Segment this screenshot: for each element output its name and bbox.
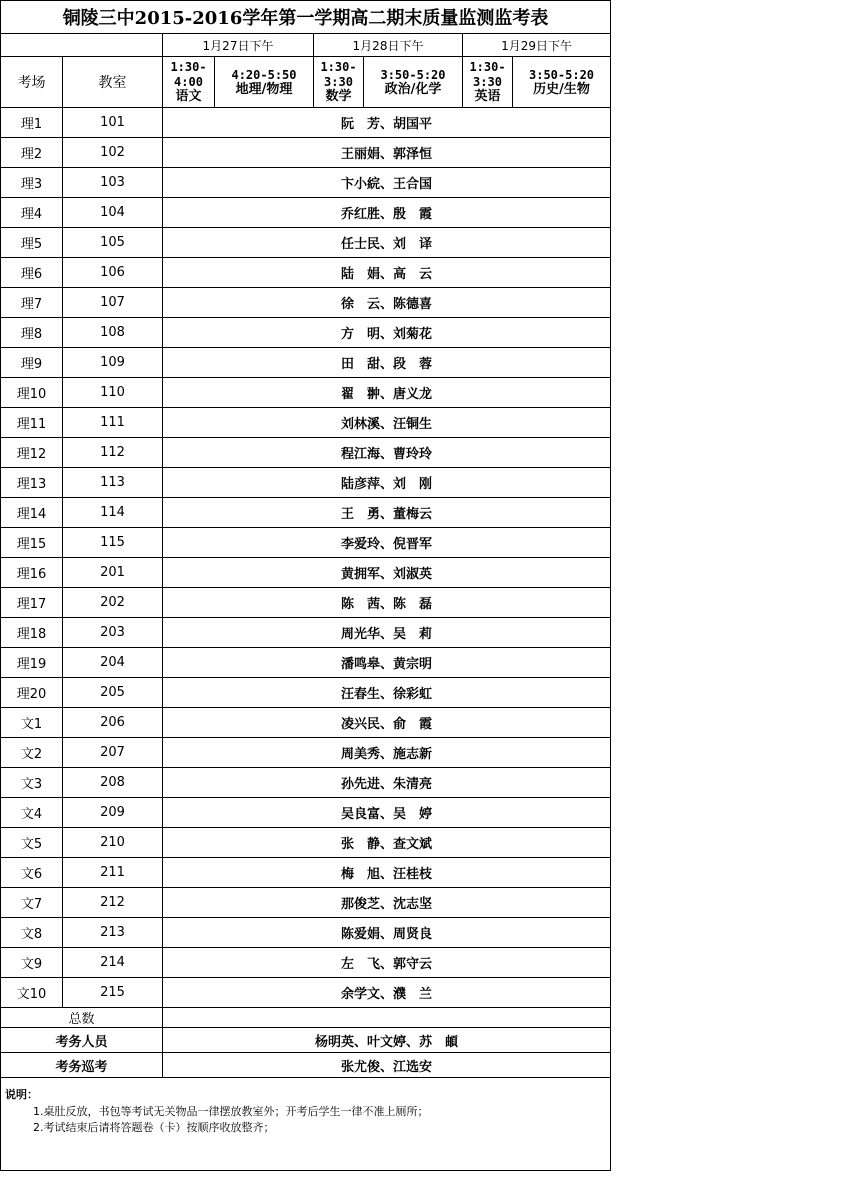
room-cell: 理1	[1, 108, 63, 138]
classroom-cell: 105	[63, 228, 163, 258]
proctors-cell: 徐 云、陈德喜	[163, 288, 611, 318]
blank-corner-cell	[1, 34, 163, 57]
proctors-cell: 汪春生、徐彩虹	[163, 678, 611, 708]
table-row	[1, 948, 611, 978]
table-row	[1, 618, 611, 648]
table-row	[1, 738, 611, 768]
proctors-cell: 王丽娟、郭泽恒	[163, 138, 611, 168]
room-cell: 理5	[1, 228, 63, 258]
table-row	[1, 858, 611, 888]
room-cell: 理11	[1, 408, 63, 438]
classroom-cell: 112	[63, 438, 163, 468]
slot-header-3	[314, 57, 364, 108]
classroom-cell: 210	[63, 828, 163, 858]
classroom-cell: 203	[63, 618, 163, 648]
classroom-column-header: 教室	[63, 57, 163, 108]
room-cell: 理8	[1, 318, 63, 348]
proctors-cell: 周光华、吴 莉	[163, 618, 611, 648]
date-header-1: 1月27日下午	[163, 34, 314, 57]
slot-header-6	[513, 57, 611, 108]
date-header-2: 1月28日下午	[314, 34, 463, 57]
slot-subject: 数学	[325, 89, 352, 104]
table-row	[1, 768, 611, 798]
proctors-cell: 周美秀、施志新	[163, 738, 611, 768]
classroom-cell: 202	[63, 588, 163, 618]
table-row	[1, 318, 611, 348]
room-cell: 理6	[1, 258, 63, 288]
staff-names-2: 张尤俊、江选安	[163, 1053, 611, 1078]
classroom-cell: 115	[63, 528, 163, 558]
proctors-cell: 任士民、刘 译	[163, 228, 611, 258]
slot-header-4	[364, 57, 463, 108]
table-row	[1, 888, 611, 918]
room-cell: 理18	[1, 618, 63, 648]
slot-time: 1:30-3:30	[469, 60, 506, 89]
total-label: 总数	[1, 1008, 163, 1028]
room-cell: 理14	[1, 498, 63, 528]
proctors-cell: 乔红胜、殷 霞	[163, 198, 611, 228]
proctors-cell: 潘鸣皋、黄宗明	[163, 648, 611, 678]
table-row	[1, 678, 611, 708]
proctors-cell: 方 明、刘菊花	[163, 318, 611, 348]
room-cell: 文4	[1, 798, 63, 828]
slot-header-5	[463, 57, 513, 108]
classroom-cell: 214	[63, 948, 163, 978]
proctors-cell: 孙先进、朱清亮	[163, 768, 611, 798]
table-row	[1, 498, 611, 528]
classroom-cell: 111	[63, 408, 163, 438]
slot-time: 1:30-4:00	[170, 60, 207, 89]
classroom-cell: 205	[63, 678, 163, 708]
proctors-cell: 田 甜、段 蓉	[163, 348, 611, 378]
room-cell: 理4	[1, 198, 63, 228]
room-column-header: 考场	[1, 57, 63, 108]
room-cell: 文9	[1, 948, 63, 978]
slot-header-2	[215, 57, 314, 108]
table-row	[1, 408, 611, 438]
room-cell: 理9	[1, 348, 63, 378]
note-item: 2.考试结束后请将答题卷（卡）按顺序收放整齐；	[33, 1121, 275, 1134]
proctors-cell: 吴良富、吴 婷	[163, 798, 611, 828]
room-cell: 理7	[1, 288, 63, 318]
classroom-cell: 103	[63, 168, 163, 198]
room-cell: 理13	[1, 468, 63, 498]
table-row	[1, 978, 611, 1008]
proctors-cell: 那俊芝、沈志坚	[163, 888, 611, 918]
proctors-cell: 黄拥军、刘淑英	[163, 558, 611, 588]
classroom-cell: 109	[63, 348, 163, 378]
staff-label-2: 考务巡考	[1, 1053, 163, 1078]
room-cell: 文10	[1, 978, 63, 1008]
classroom-cell: 208	[63, 768, 163, 798]
proctors-cell: 卞小綄、王合国	[163, 168, 611, 198]
room-cell: 文8	[1, 918, 63, 948]
date-header-3: 1月29日下午	[463, 34, 611, 57]
classroom-cell: 211	[63, 858, 163, 888]
room-cell: 理17	[1, 588, 63, 618]
table-row	[1, 708, 611, 738]
classroom-cell: 104	[63, 198, 163, 228]
notes-section	[1, 1078, 611, 1171]
proctors-cell: 陈爱娟、周贤良	[163, 918, 611, 948]
room-cell: 文7	[1, 888, 63, 918]
classroom-cell: 113	[63, 468, 163, 498]
classroom-cell: 215	[63, 978, 163, 1008]
slot-time: 1:30-3:30	[320, 60, 357, 89]
room-cell: 文6	[1, 858, 63, 888]
room-cell: 理12	[1, 438, 63, 468]
slot-subject: 地理/物理	[235, 81, 293, 97]
classroom-cell: 209	[63, 798, 163, 828]
proctors-cell: 梅 旭、汪桂枝	[163, 858, 611, 888]
classroom-cell: 108	[63, 318, 163, 348]
table-row	[1, 798, 611, 828]
classroom-cell: 110	[63, 378, 163, 408]
proctors-cell: 王 勇、董梅云	[163, 498, 611, 528]
slot-time: 4:20-5:50	[231, 67, 297, 82]
staff-label-1: 考务人员	[1, 1028, 163, 1053]
room-cell: 理16	[1, 558, 63, 588]
table-row	[1, 378, 611, 408]
classroom-cell: 114	[63, 498, 163, 528]
classroom-cell: 107	[63, 288, 163, 318]
table-row	[1, 918, 611, 948]
table-row	[1, 348, 611, 378]
classroom-cell: 201	[63, 558, 163, 588]
slot-time: 3:50-5:20	[380, 67, 446, 82]
slot-subject: 政治/化学	[384, 81, 442, 97]
room-cell: 理20	[1, 678, 63, 708]
notes-label: 说明：	[5, 1088, 38, 1101]
slot-time: 3:50-5:20	[529, 67, 595, 82]
table-row	[1, 438, 611, 468]
slot-subject: 历史/生物	[533, 81, 590, 97]
room-cell: 文1	[1, 708, 63, 738]
classroom-cell: 206	[63, 708, 163, 738]
classroom-cell: 101	[63, 108, 163, 138]
table-row	[1, 228, 611, 258]
proctors-cell: 刘林溪、汪铜生	[163, 408, 611, 438]
classroom-cell: 207	[63, 738, 163, 768]
table-row	[1, 138, 611, 168]
table-row	[1, 588, 611, 618]
proctors-cell: 凌兴民、俞 霞	[163, 708, 611, 738]
page-title: 铜陵三中2015-2016学年第一学期高二期末质量监测监考表	[1, 1, 611, 34]
proctors-cell: 余学文、濮 兰	[163, 978, 611, 1008]
proctors-cell: 左 飞、郭守云	[163, 948, 611, 978]
classroom-cell: 213	[63, 918, 163, 948]
room-cell: 理3	[1, 168, 63, 198]
table-row	[1, 828, 611, 858]
classroom-cell: 212	[63, 888, 163, 918]
table-row	[1, 288, 611, 318]
table-row	[1, 108, 611, 138]
staff-names-1: 杨明英、叶文婷、苏 頔	[163, 1028, 611, 1053]
table-row	[1, 258, 611, 288]
slot-subject: 语文	[175, 89, 202, 104]
proctors-cell: 阮 芳、胡国平	[163, 108, 611, 138]
table-row	[1, 558, 611, 588]
proctors-cell: 陆彦萍、刘 刚	[163, 468, 611, 498]
proctors-cell: 张 静、查文斌	[163, 828, 611, 858]
room-cell: 文2	[1, 738, 63, 768]
table-row	[1, 168, 611, 198]
table-row	[1, 198, 611, 228]
proctors-cell: 李爱玲、倪晋军	[163, 528, 611, 558]
slot-header-1	[163, 57, 215, 108]
table-row	[1, 468, 611, 498]
room-cell: 文5	[1, 828, 63, 858]
room-cell: 理2	[1, 138, 63, 168]
classroom-cell: 204	[63, 648, 163, 678]
proctors-cell: 程江海、曹玲玲	[163, 438, 611, 468]
slot-subject: 英语	[474, 89, 501, 104]
room-cell: 文3	[1, 768, 63, 798]
proctors-cell: 陈 茜、陈 磊	[163, 588, 611, 618]
total-value	[163, 1008, 611, 1028]
table-row	[1, 648, 611, 678]
room-cell: 理15	[1, 528, 63, 558]
classroom-cell: 102	[63, 138, 163, 168]
note-item: 1.桌肚反放，书包等考试无关物品一律摆放教室外；开考后学生一律不准上厕所；	[33, 1105, 429, 1118]
proctors-cell: 翟 翀、唐义龙	[163, 378, 611, 408]
room-cell: 理19	[1, 648, 63, 678]
table-row	[1, 528, 611, 558]
proctors-cell: 陆 娟、高 云	[163, 258, 611, 288]
room-cell: 理10	[1, 378, 63, 408]
classroom-cell: 106	[63, 258, 163, 288]
